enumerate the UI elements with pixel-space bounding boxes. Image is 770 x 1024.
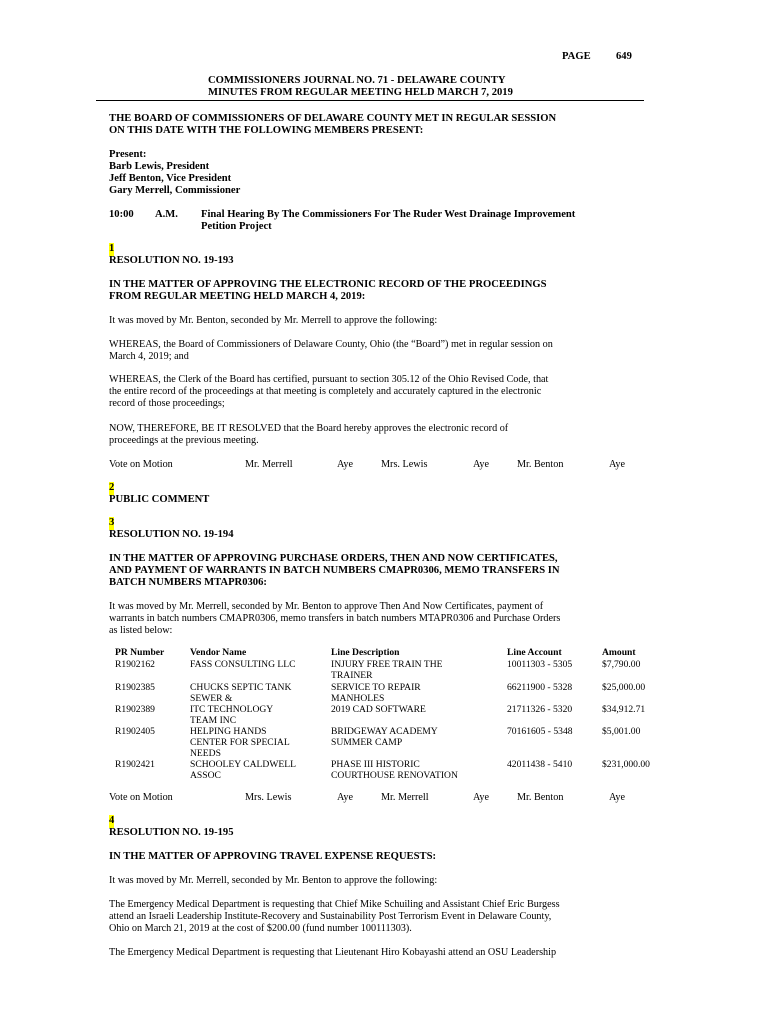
col-vendor-name: Vendor Name [190,647,247,658]
vendor-name-cont: CENTER FOR SPECIAL [190,737,290,748]
vote-1-name-1: Mr. Merrell [245,459,293,470]
motion-text-3c: as listed below: [109,625,173,636]
resolution-title-1: RESOLUTION NO. 19-193 [109,255,234,266]
hearing-line-1: Final Hearing By The Commissioners For The Ruder West Drainage Improvement [201,209,576,220]
travel-request-1c: Ohio on March 21, 2019 at the cost of $200.00 (fund number 100111303). [109,923,412,934]
vote-1-name-3: Mr. Benton [517,459,564,470]
pr-number: R1902389 [115,704,155,715]
present-label: Present: [109,149,147,160]
page-label: PAGE [562,51,591,62]
col-line-description: Line Description [331,647,400,658]
line-account: 10011303 - 5305 [507,659,573,670]
pr-number: R1902162 [115,659,155,670]
amount: $25,000.00 [602,682,646,693]
motion-text-3a: It was moved by Mr. Merrell, seconded by Mr. Benton to approve Then And Now Certificates, payment of [109,601,544,612]
line-description-cont: SUMMER CAMP [331,737,403,748]
motion-text-1: It was moved by Mr. Benton, seconded by Mr. Merrell to approve the following: [109,315,438,326]
matter-title-1a: IN THE MATTER OF APPROVING THE ELECTRONIC RECORD OF THE PROCEEDINGS [109,279,547,290]
line-description: INJURY FREE TRAIN THE [331,659,443,670]
line-description: 2019 CAD SOFTWARE [331,704,426,715]
vendor-name-cont: SEWER & [190,693,233,704]
col-pr-number: PR Number [115,647,165,658]
whereas-2b: the entire record of the proceedings at that meeting is completely and accurately captured in the electronic [109,386,542,397]
hearing-time: 10:00 [109,209,134,220]
intro-line-1: THE BOARD OF COMMISSIONERS OF DELAWARE COUNTY MET IN REGULAR SESSION [109,113,557,124]
whereas-2c: record of those proceedings; [109,398,225,409]
line-description-cont: MANHOLES [331,693,385,704]
line-description-cont: COURTHOUSE RENOVATION [331,770,458,781]
amount: $5,001.00 [602,726,641,737]
page-number: 649 [616,51,632,62]
vote-label-3: Vote on Motion [109,792,173,803]
vote-3-name-3: Mr. Benton [517,792,564,803]
item-number-1: 1 [109,243,115,254]
whereas-1a: WHEREAS, the Board of Commissioners of Delaware County, Ohio (the “Board”) met in regular session on [109,339,553,350]
amount: $231,000.00 [602,759,650,770]
vote-1-value-3: Aye [609,459,626,470]
travel-request-1a: The Emergency Medical Department is requesting that Chief Mike Schuiling and Assistant Chief Eric Burgess [109,899,560,910]
motion-text-4: It was moved by Mr. Merrell, seconded by Mr. Benton to approve the following: [109,875,438,886]
vendor-name: FASS CONSULTING LLC [190,659,296,670]
line-description: BRIDGEWAY ACADEMY [331,726,438,737]
vote-3-value-3: Aye [609,792,626,803]
vote-3-value-1: Aye [337,792,354,803]
pr-number: R1902421 [115,759,155,770]
vote-3-name-2: Mr. Merrell [381,792,429,803]
vote-1-name-2: Mrs. Lewis [381,459,428,470]
hearing-ampm: A.M. [155,209,178,220]
hearing-line-2: Petition Project [201,221,272,232]
journal-line: COMMISSIONERS JOURNAL NO. 71 - DELAWARE COUNTY [208,75,506,86]
item-number-4: 4 [109,815,115,826]
matter-title-1b: FROM REGULAR MEETING HELD MARCH 4, 2019: [109,291,366,302]
pr-number: R1902385 [115,682,155,693]
member-2: Jeff Benton, Vice President [109,173,232,184]
whereas-2a: WHEREAS, the Clerk of the Board has certified, pursuant to section 305.12 of the Ohio Revised Code, that [109,374,549,385]
public-comment-title: PUBLIC COMMENT [109,494,210,505]
col-amount: Amount [602,647,636,658]
resolution-title-3: RESOLUTION NO. 19-194 [109,529,234,540]
pr-number: R1902405 [115,726,155,737]
vote-3-name-1: Mrs. Lewis [245,792,292,803]
header-rule [96,100,644,101]
vote-3-value-2: Aye [473,792,490,803]
line-account: 21711326 - 5320 [507,704,573,715]
matter-title-3b: AND PAYMENT OF WARRANTS IN BATCH NUMBERS CMAPR0306, MEMO TRANSFERS IN [109,565,560,576]
vote-label-1: Vote on Motion [109,459,173,470]
item-number-2: 2 [109,482,115,493]
whereas-1b: March 4, 2019; and [109,351,189,362]
travel-request-2a: The Emergency Medical Department is requesting that Lieutenant Hiro Kobayashi attend an OSU Leadership [109,947,557,958]
resolution-title-4: RESOLUTION NO. 19-195 [109,827,234,838]
line-account: 66211900 - 5328 [507,682,573,693]
matter-title-4: IN THE MATTER OF APPROVING TRAVEL EXPENSE REQUESTS: [109,851,437,862]
vendor-name: ITC TECHNOLOGY [190,704,274,715]
vendor-name-cont: NEEDS [190,748,221,759]
amount: $7,790.00 [602,659,641,670]
member-3: Gary Merrell, Commissioner [109,185,241,196]
vendor-name-cont: TEAM INC [190,715,237,726]
matter-title-3c: BATCH NUMBERS MTAPR0306: [109,577,267,588]
line-description-cont: TRAINER [331,670,373,681]
intro-line-2: ON THIS DATE WITH THE FOLLOWING MEMBERS PRESENT: [109,125,424,136]
vendor-name: SCHOOLEY CALDWELL [190,759,296,770]
travel-request-1b: attend an Israeli Leadership Institute-Recovery and Sustainability Post Terrorism Event in Delaware County, [109,911,552,922]
line-account: 42011438 - 5410 [507,759,573,770]
amount: $34,912.71 [602,704,646,715]
vendor-name: HELPING HANDS [190,726,267,737]
line-account: 70161605 - 5348 [507,726,573,737]
vendor-name: CHUCKS SEPTIC TANK [190,682,292,693]
motion-text-3b: warrants in batch numbers CMAPR0306, memo transfers in batch numbers MTAPR0306 and Purchase Orders [109,613,561,624]
line-description: SERVICE TO REPAIR [331,682,421,693]
vendor-name-cont: ASSOC [190,770,221,781]
matter-title-3a: IN THE MATTER OF APPROVING PURCHASE ORDERS, THEN AND NOW CERTIFICATES, [109,553,558,564]
minutes-line: MINUTES FROM REGULAR MEETING HELD MARCH 7, 2019 [208,87,513,98]
purchase-orders-table [115,647,675,787]
item-number-3: 3 [109,517,115,528]
resolved-b: proceedings at the previous meeting. [109,435,259,446]
member-1: Barb Lewis, President [109,161,210,172]
vote-1-value-2: Aye [473,459,490,470]
col-line-account: Line Account [507,647,562,658]
line-description: PHASE III HISTORIC [331,759,420,770]
resolved-a: NOW, THEREFORE, BE IT RESOLVED that the Board hereby approves the electronic record of [109,423,509,434]
vote-1-value-1: Aye [337,459,354,470]
